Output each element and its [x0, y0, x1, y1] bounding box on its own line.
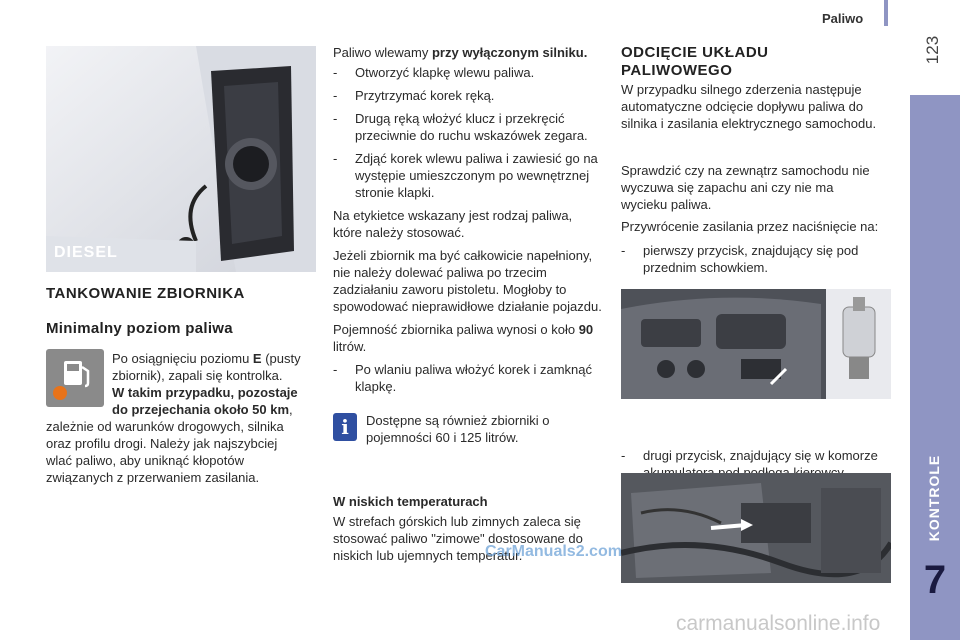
fuel-pump-warning-icon — [46, 349, 104, 407]
fuel-cutoff-p1: W przypadku silnego zderzenia następuje automatyczne odcięcie dopływu paliwa do silnika i zasilania elektrycznego samochodu. — [621, 82, 877, 131]
watermark-bottom: carmanualsonline.info — [676, 612, 881, 635]
warning-rest-text: zależnie od warunków drogowych, silnika oraz profilu drogi. Należy jak najszybciej wlać paliwo, aby uniknąć kłopotów związanych z przerwaniem zasilania. — [46, 419, 284, 485]
list-item: - pierwszy przycisk, znajdujący się pod przednim schowkiem. — [621, 243, 859, 275]
refuel-intro-pre: Paliwo wlewamy — [333, 45, 432, 60]
warning-range-bold: W takim przypadku, pozostaje do przejechania około 50 km — [112, 385, 298, 417]
fuel-cutoff-p3: Przywrócenie zasilania przez naciśnięcie na: — [621, 219, 879, 234]
fuel-cutoff-heading: ODCIĘCIE UKŁADU PALIWOWEGO — [621, 44, 769, 79]
chapter-number: 7 — [923, 558, 947, 602]
fuel-label-paragraph: Na etykietce wskazany jest rodzaj paliwa, które należy stosować. — [333, 208, 573, 240]
list-item: - drugi przycisk, znajdujący się w komorze — [621, 448, 878, 463]
list-item: - Przytrzymać korek ręką. — [333, 88, 495, 103]
warning-text-pre: Po osiągnięciu poziomu — [112, 351, 253, 366]
list-item: - Zdjąć korek wlewu paliwa i zawiesić go na występie umieszczonym po wewnętrznej stronie klapki. — [333, 151, 598, 200]
fuel-filler-illustration — [46, 46, 316, 272]
fuel-cutoff-p2: Sprawdzić czy na zewnątrz samochodu nie wyczuwa się zapachu ani czy nie ma wycieku paliwa. — [621, 163, 870, 212]
capacity-paragraph: Pojemność zbiornika paliwa wynosi o koło 90 litrów. — [333, 322, 594, 354]
fuel-filler-photo — [46, 46, 316, 272]
warning-level-e: E — [252, 351, 262, 366]
low-temp-text: W strefach górskich lub zimnych zaleca się stosować paliwo "zimowe" dostosowane do niskich lub ujemnych temperatur. — [333, 514, 583, 563]
dashboard-reset-button-photo — [621, 289, 891, 399]
refuel-steps — [333, 64, 603, 395]
full-tank-paragraph: Jeżeli zbiornik ma być całkowicie napełniony, nie należy dolewać paliwa po trzecim zadziałaniu zaworu pistoletu. Mogłoby to spowodować nieprawidłowe działanie pojazdu. — [333, 248, 602, 314]
diesel-label: DIESEL — [54, 244, 118, 261]
tank-fill-heading: TANKOWANIE ZBIORNIKA — [46, 285, 245, 302]
warning-range-comma: , — [289, 402, 293, 417]
refuel-intro-bold: przy wyłączonym silniku. — [431, 45, 588, 60]
battery-compartment-photo — [621, 473, 891, 583]
header-accent-bar — [884, 0, 888, 26]
section-title: Paliwo — [822, 11, 864, 26]
watermark-top: CarManuals2.com — [485, 543, 622, 560]
info-icon: i — [333, 413, 357, 441]
warning-paragraph — [112, 350, 312, 418]
page-number: 123 — [923, 35, 942, 65]
list-item: - Drugą ręką włożyć klucz i przekręcić przeciwnie do ruchu wskazówek zegara. — [333, 111, 588, 143]
refuel-intro — [333, 44, 608, 61]
chapter-label: KONTROLE — [926, 454, 942, 542]
warning-text-post: (pusty zbiornik), zapali się kontrolka. — [112, 351, 301, 383]
list-item: - Otworzyć klapkę wlewu paliwa. — [333, 65, 535, 80]
list-item: - Po wlaniu paliwa włożyć korek i zamknąć klapkę. — [333, 362, 592, 394]
low-temp-heading: W niskich temperaturach — [333, 494, 488, 509]
min-level-subheading: Minimalny poziom paliwa — [46, 320, 233, 337]
info-text: Dostępne są również zbiorniki o pojemności 60 i 125 litrów. — [366, 413, 550, 445]
